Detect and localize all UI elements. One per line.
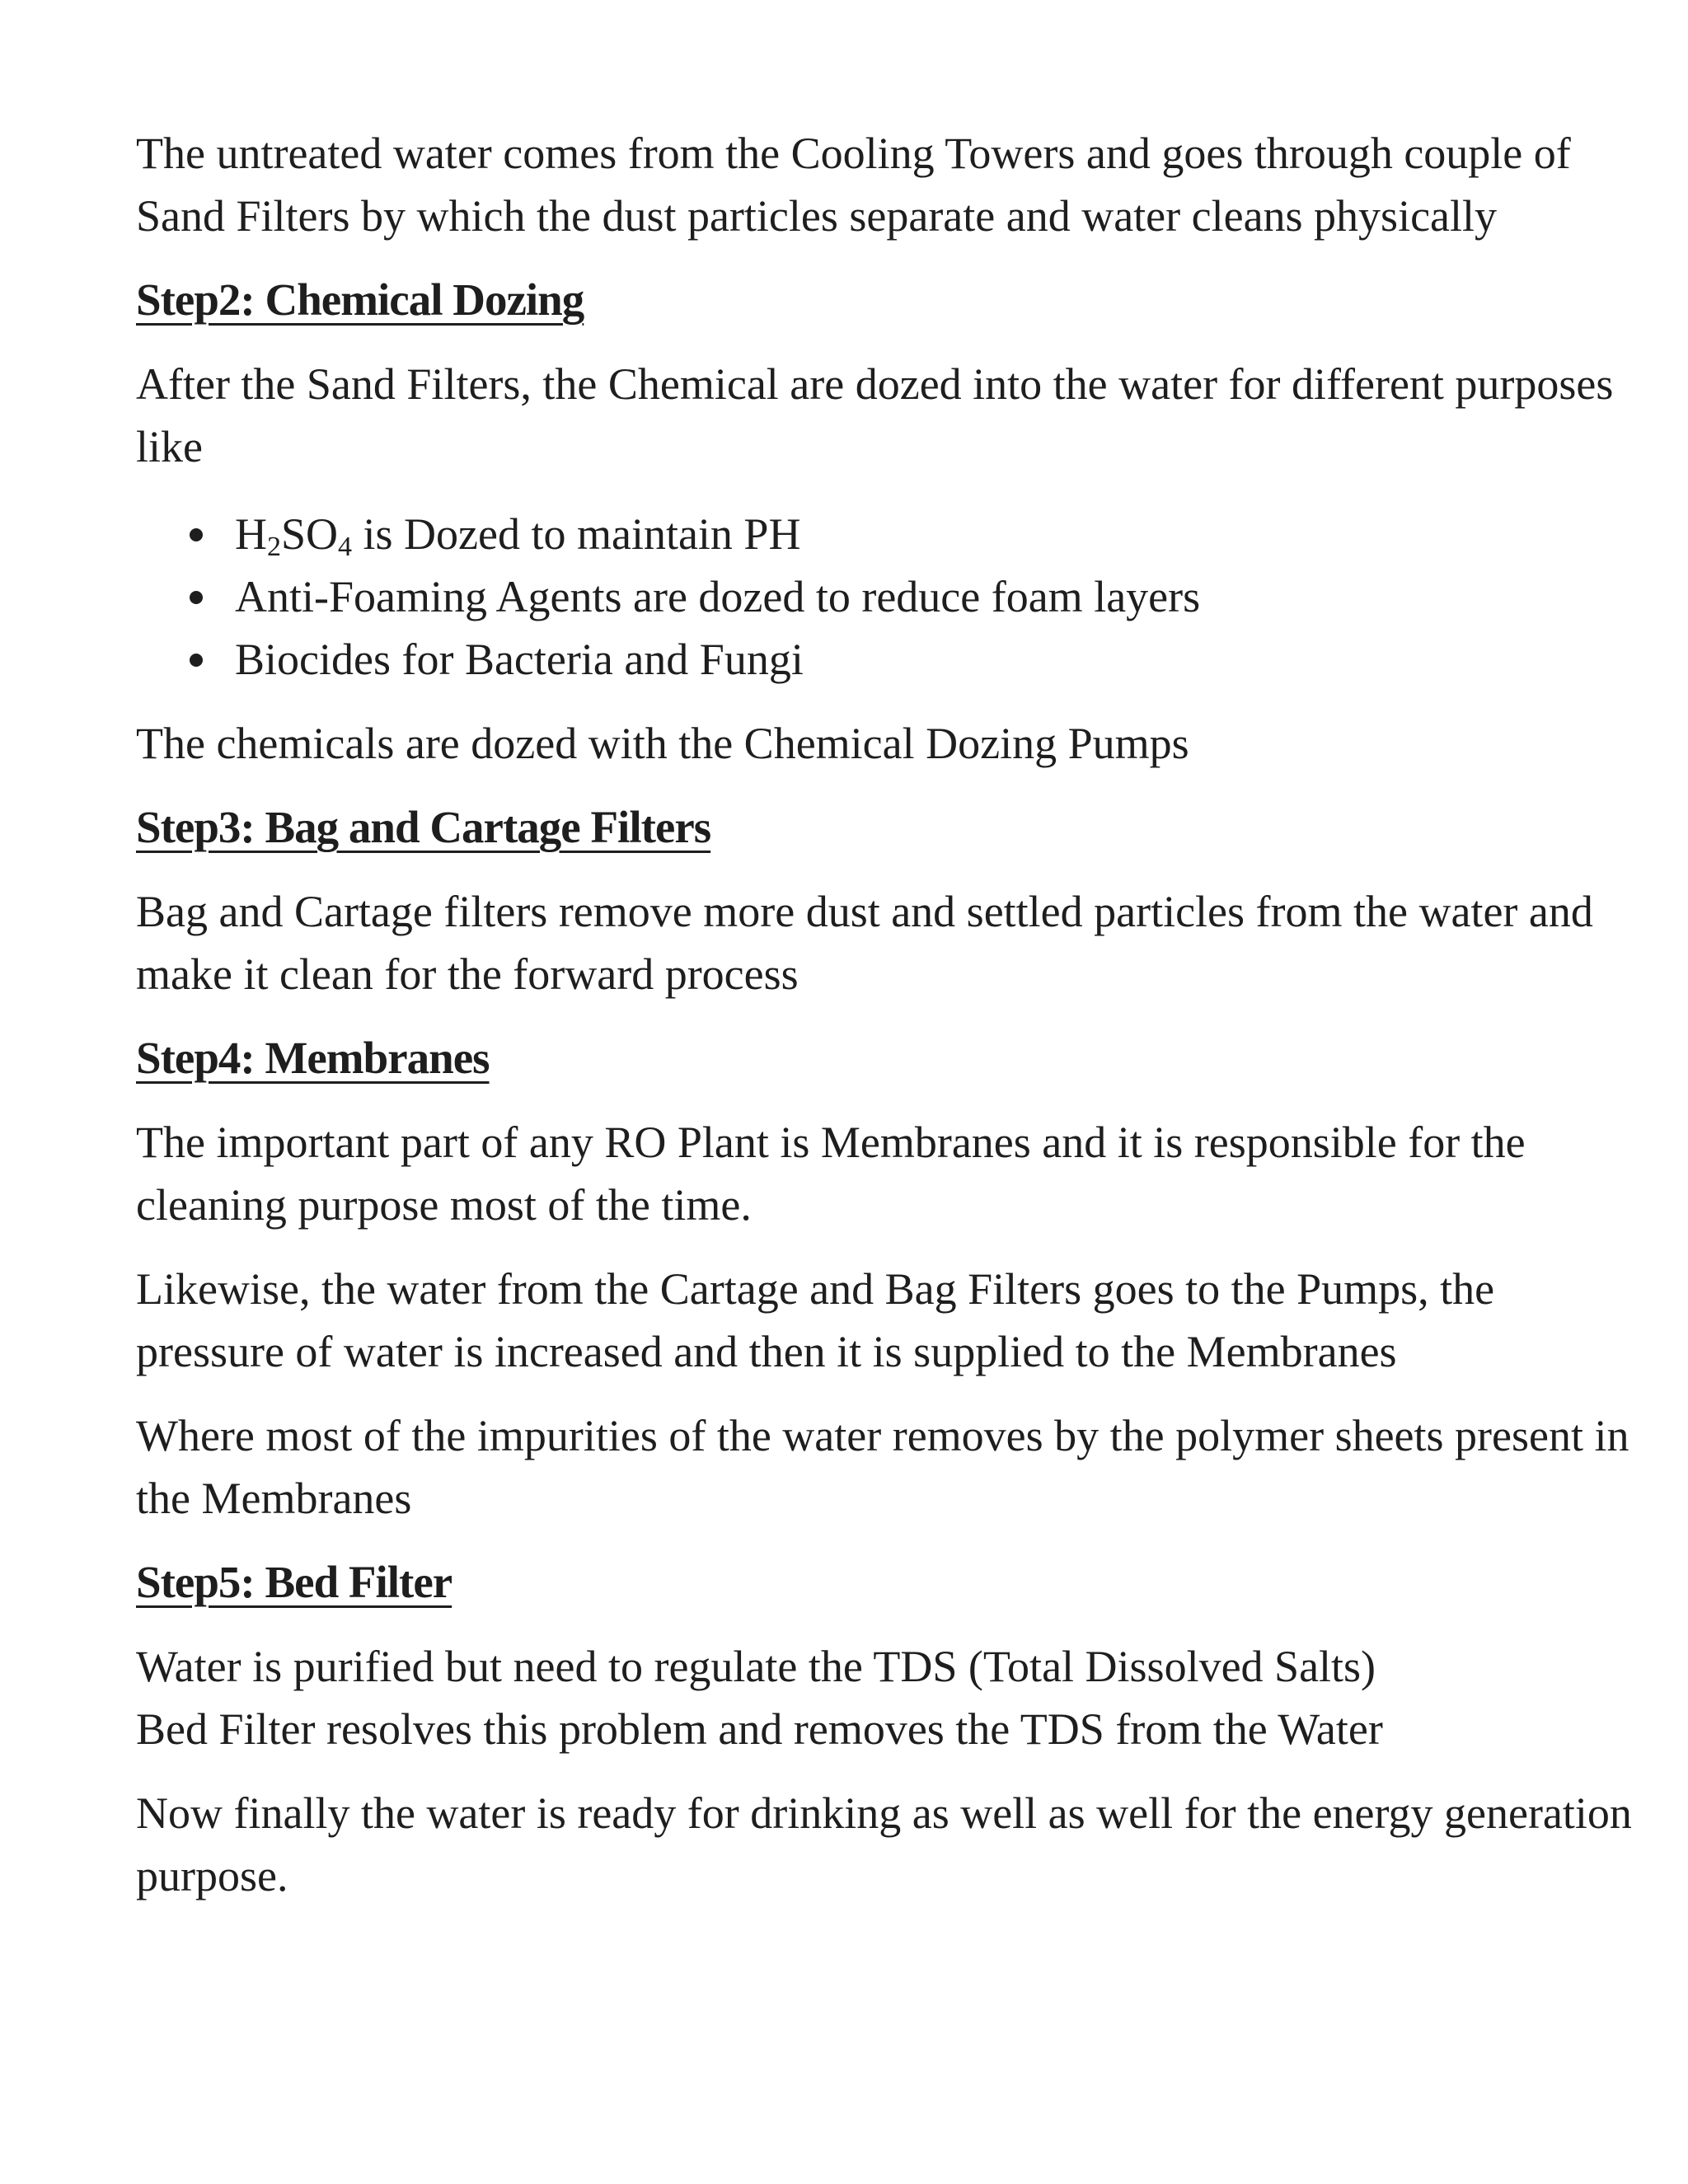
chemicals-list bbox=[136, 503, 1639, 691]
step3-heading: Step3: Bag and Cartage Filters bbox=[136, 802, 711, 852]
step2-paragraph: After the Sand Filters, the Chemical are dozed into the water for different purposes like bbox=[136, 359, 1614, 471]
step3-paragraph: Bag and Cartage filters remove more dust and settled particles from the water and make it clean for the forward process bbox=[136, 887, 1593, 999]
intro-paragraph: The untreated water comes from the Cooling Towers and goes through couple of Sand Filters by which the dust particles separate and water cleans physically bbox=[136, 129, 1571, 241]
h2so4-h: H bbox=[235, 509, 267, 559]
step4-paragraph-2: Likewise, the water from the Cartage and Bag Filters goes to the Pumps, the pressure of water is increased and then it is supplied to the Membranes bbox=[136, 1264, 1495, 1376]
step5-paragraph-2: Now finally the water is ready for drinking as well as well for the energy generation purpose. bbox=[136, 1788, 1632, 1900]
step4-heading: Step4: Membranes bbox=[136, 1033, 490, 1083]
list-item-text: Anti-Foaming Agents are dozed to reduce foam layers bbox=[235, 572, 1201, 621]
h2so4-sub-2: 2 bbox=[267, 532, 281, 562]
step5-paragraph-1-line-1: Water is purified but need to regulate the TDS (Total Dissolved Salts) bbox=[136, 1642, 1376, 1691]
list-item bbox=[190, 628, 1639, 691]
list-item-text: is Dozed to maintain PH bbox=[352, 509, 801, 559]
bullet-icon bbox=[190, 528, 203, 541]
step5-heading: Step5: Bed Filter bbox=[136, 1557, 452, 1607]
step4-paragraph-3: Where most of the impurities of the water removes by the polymer sheets present in the Membranes bbox=[136, 1411, 1629, 1523]
list-item bbox=[190, 565, 1639, 628]
list-item-text: Biocides for Bacteria and Fungi bbox=[235, 635, 804, 684]
step5-paragraph-1-line-2: Bed Filter resolves this problem and removes the TDS from the Water bbox=[136, 1704, 1383, 1754]
step2-after-paragraph: The chemicals are dozed with the Chemical Dozing Pumps bbox=[136, 719, 1189, 768]
list-item bbox=[190, 503, 1639, 565]
step5-paragraph-1 bbox=[136, 1635, 1639, 1760]
step4-paragraph-1: The important part of any RO Plant is Membranes and it is responsible for the cleaning purpose most of the time. bbox=[136, 1118, 1526, 1230]
step2-heading: Step2: Chemical Dozing bbox=[136, 274, 584, 325]
bullet-icon bbox=[190, 654, 203, 667]
h2so4-so: SO bbox=[281, 509, 339, 559]
bullet-icon bbox=[190, 591, 203, 604]
h2so4-sub-4: 4 bbox=[338, 532, 353, 562]
